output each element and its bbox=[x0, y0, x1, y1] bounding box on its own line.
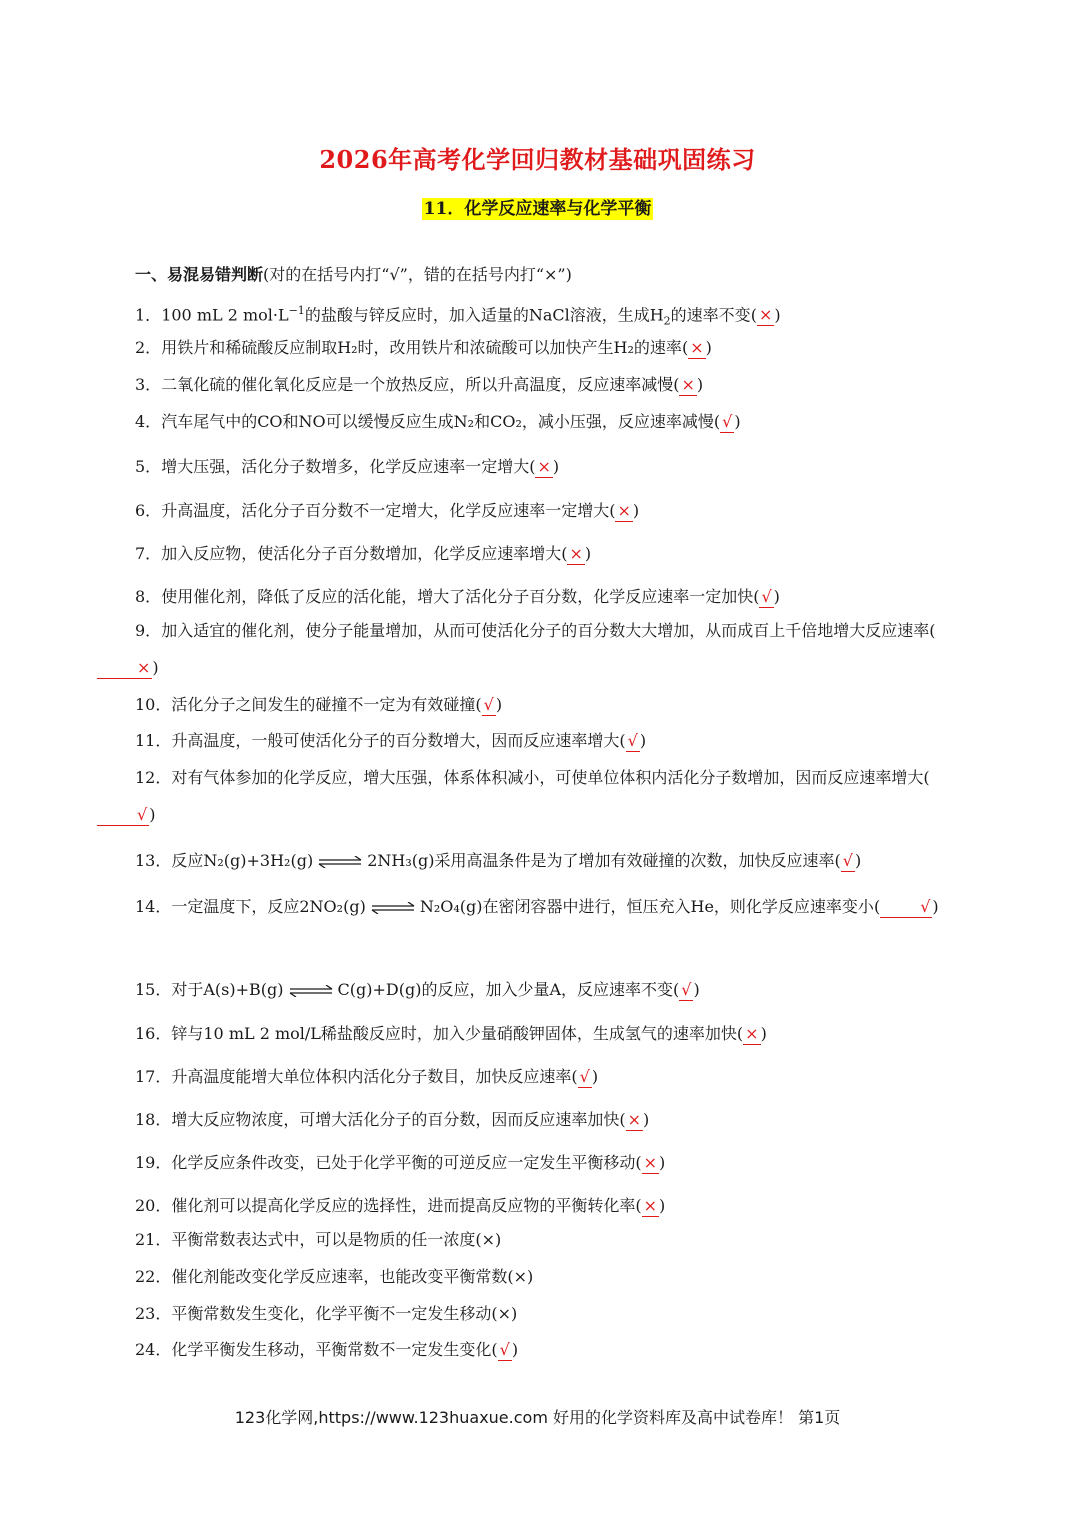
question-text: 升高温度，活化分子百分数不一定增大，化学反应速率一定增大 bbox=[161, 501, 610, 520]
question-number: 7． bbox=[135, 544, 162, 563]
question-number: 14． bbox=[135, 897, 172, 916]
section-subtitle: 11．化学反应速率与化学平衡 bbox=[423, 199, 652, 219]
question-9: 9．加入适宜的催化剂，使分子能量增加，从而可使活化分子的百分数大大增加，从而成百上千倍地增大反应速率(× ) bbox=[97, 612, 981, 686]
section-heading-line bbox=[135, 262, 572, 285]
question-number: 9． bbox=[135, 621, 162, 640]
question-1: 1．100 mL 2 $mol\cdot L^{-1}$的盐酸与锌反应时，加入适量的NaCl溶液，生成$H_2$的速率不变( × ) bbox=[135, 304, 781, 328]
question-text: 2NH₃(g)采用高温条件是为了增加有效碰撞的次数，加快反应速率 bbox=[367, 851, 835, 870]
answer-mark: √ bbox=[722, 412, 733, 431]
question-12: 12．对有气体参加的化学反应，增大压强，体系体积减小，可使单位体积内活化分子数增加，因而反应速率增大(√ ) bbox=[97, 759, 981, 833]
page-title: 2026年高考化学回归教材基础巩固练习 bbox=[319, 145, 756, 174]
answer-mark: √ bbox=[842, 851, 853, 870]
question-text: 一定温度下，反应2NO₂(g) bbox=[171, 897, 366, 916]
answer-mark: √ bbox=[97, 805, 149, 826]
answer-mark: √ bbox=[627, 731, 638, 750]
question-text: 汽车尾气中的CO和NO可以缓慢反应生成N₂和CO₂，减小压强，反应速率减慢 bbox=[161, 412, 714, 431]
question-number: 15． bbox=[135, 980, 172, 999]
question-text: 升高温度，一般可使活化分子的百分数增大，因而反应速率增大 bbox=[171, 731, 620, 750]
answer-mark: √ bbox=[499, 1340, 510, 1359]
question-number: 18． bbox=[135, 1110, 172, 1129]
question-text: 二氧化硫的催化氧化反应是一个放热反应，所以升高温度，反应速率减慢 bbox=[161, 375, 674, 394]
question-text: 活化分子之间发生的碰撞不一定为有效碰撞 bbox=[171, 695, 476, 714]
question-text: 使用催化剂，降低了反应的活化能，增大了活化分子百分数，化学反应速率一定加快 bbox=[161, 587, 754, 606]
answer-mark: √ bbox=[880, 897, 932, 918]
page-footer: 123化学网,https://www.123huaxue.com 好用的化学资料库及高中试卷库！ 第1页 bbox=[234, 1408, 841, 1427]
answer-mark: × bbox=[537, 457, 551, 476]
question-text: 平衡常数表达式中，可以是物质的任一浓度 bbox=[171, 1230, 476, 1249]
question-number: 21． bbox=[135, 1230, 172, 1249]
question-text: 升高温度能增大单位体积内活化分子数目，加快反应速率 bbox=[171, 1067, 572, 1086]
answer-mark: × bbox=[617, 501, 631, 520]
question-23: 23．平衡常数发生变化，化学平衡不一定发生移动(×) bbox=[135, 1304, 518, 1323]
question-4: 4．汽车尾气中的CO和NO可以缓慢反应生成N₂和CO₂，减小压强，反应速率减慢( √ ) bbox=[135, 412, 741, 431]
question-text: 增大压强，活化分子数增多，化学反应速率一定增大 bbox=[161, 457, 530, 476]
question-text: 加入适宜的催化剂，使分子能量增加，从而可使活化分子的百分数大大增加，从而成百上千倍地增大反应速率 bbox=[161, 621, 930, 640]
question-text: 加入反应物，使活化分子百分数增加，化学反应速率增大 bbox=[161, 544, 562, 563]
question-number: 16． bbox=[135, 1024, 172, 1043]
question-number: 8． bbox=[135, 587, 162, 606]
question-text: 对于A(s)+B(g) bbox=[171, 980, 284, 999]
question-text: 锌与10 mL 2 mol/L稀盐酸反应时，加入少量硝酸钾固体，生成氢气的速率加快 bbox=[171, 1024, 737, 1043]
answer-mark: × bbox=[569, 544, 583, 563]
question-19: 19．化学反应条件改变，已处于化学平衡的可逆反应一定发生平衡移动( × ) bbox=[135, 1153, 666, 1172]
answer-mark: √ bbox=[483, 695, 494, 714]
question-13: 13．反应N₂(g)+3H₂(g) 2NH₃(g)采用高温条件是为了增加有效碰撞的次数，加快反应速率( √ ) bbox=[135, 851, 862, 870]
equilibrium-arrow-icon bbox=[288, 985, 334, 997]
answer-mark: × bbox=[627, 1110, 642, 1129]
question-22: 22．催化剂能改变化学反应速率，也能改变平衡常数(×) bbox=[135, 1267, 534, 1286]
question-15: 15．对于A(s)+B(g) C(g)+D(g)的反应，加入少量A，反应速率不变( √ ) bbox=[135, 980, 700, 999]
question-text: 平衡常数发生变化，化学平衡不一定发生移动 bbox=[171, 1304, 492, 1323]
question-number: 4． bbox=[135, 412, 162, 431]
equilibrium-arrow-icon bbox=[370, 902, 416, 914]
question-2: 2．用铁片和稀硫酸反应制取H₂时，改用铁片和浓硫酸可以加快产生H₂的速率( × ) bbox=[135, 338, 712, 357]
question-number: 24． bbox=[135, 1340, 172, 1359]
question-text: 100 mL 2 mol·L bbox=[161, 305, 289, 325]
question-17: 17．升高温度能增大单位体积内活化分子数目，加快反应速率( √ ) bbox=[135, 1067, 599, 1086]
question-text: 的速率不变 bbox=[670, 305, 751, 325]
question-text: N₂O₄(g)在密闭容器中进行，恒压充入He，则化学反应速率变小 bbox=[419, 897, 874, 916]
section-instruction: (对的在括号内打“√”，错的在括号内打“×”) bbox=[263, 265, 572, 284]
question-5: 5．增大压强，活化分子数增多，化学反应速率一定增大( × ) bbox=[135, 457, 560, 476]
subtitle-wrap bbox=[0, 194, 1075, 219]
question-number: 19． bbox=[135, 1153, 172, 1172]
question-10: 10．活化分子之间发生的碰撞不一定为有效碰撞( √ ) bbox=[135, 695, 503, 714]
equilibrium-arrow-icon bbox=[317, 856, 363, 868]
question-text: 催化剂可以提高化学反应的选择性，进而提高反应物的平衡转化率 bbox=[171, 1196, 636, 1215]
question-text: C(g)+D(g)的反应，加入少量A，反应速率不变 bbox=[337, 980, 674, 999]
answer-mark: × bbox=[758, 305, 773, 325]
answer-mark: √ bbox=[761, 587, 772, 606]
question-24: 24．化学平衡发生移动，平衡常数不一定发生变化( √ ) bbox=[135, 1340, 519, 1359]
superscript: −1 bbox=[288, 304, 305, 317]
question-number: 12． bbox=[135, 768, 172, 787]
answer-mark: × bbox=[745, 1024, 759, 1043]
answer-mark: × bbox=[643, 1196, 658, 1215]
question-number: 11． bbox=[135, 731, 172, 750]
question-number: 13． bbox=[135, 851, 172, 870]
question-11: 11．升高温度，一般可使活化分子的百分数增大，因而反应速率增大( √ ) bbox=[135, 731, 647, 750]
question-21: 21．平衡常数表达式中，可以是物质的任一浓度(×) bbox=[135, 1230, 502, 1249]
question-text: 化学平衡发生移动，平衡常数不一定发生变化 bbox=[171, 1340, 492, 1359]
question-3: 3．二氧化硫的催化氧化反应是一个放热反应，所以升高温度，反应速率减慢( × ) bbox=[135, 375, 704, 394]
question-text: 反应N₂(g)+3H₂(g) bbox=[171, 851, 314, 870]
question-number: 2． bbox=[135, 338, 162, 357]
question-number: 3． bbox=[135, 375, 162, 394]
section-heading: 一、易混易错判断 bbox=[135, 265, 264, 284]
answer-mark: × bbox=[643, 1153, 658, 1172]
question-6: 6．升高温度，活化分子百分数不一定增大，化学反应速率一定增大( × ) bbox=[135, 501, 640, 520]
question-18: 18．增大反应物浓度，可增大活化分子的百分数，因而反应速率加快( × ) bbox=[135, 1110, 650, 1129]
question-text: 化学反应条件改变，已处于化学平衡的可逆反应一定发生平衡移动 bbox=[171, 1153, 636, 1172]
answer-mark: × bbox=[681, 375, 695, 394]
question-7: 7．加入反应物，使活化分子百分数增加，化学反应速率增大( × ) bbox=[135, 544, 592, 563]
answer-mark: × bbox=[97, 658, 152, 679]
question-text: 催化剂能改变化学反应速率，也能改变平衡常数 bbox=[171, 1267, 508, 1286]
question-14: 14．一定温度下，反应2NO₂(g) N₂O₄(g)在密闭容器中进行，恒压充入He，则化学反应速率变小( √ ) bbox=[135, 897, 939, 916]
answer-mark: × bbox=[497, 1304, 512, 1323]
subscript: 2 bbox=[663, 314, 671, 328]
question-8: 8．使用催化剂，降低了反应的活化能，增大了活化分子百分数，化学反应速率一定加快( √ ) bbox=[135, 587, 780, 606]
question-text: 用铁片和稀硫酸反应制取H₂时，改用铁片和浓硫酸可以加快产生H₂的速率 bbox=[161, 338, 682, 357]
question-20: 20．催化剂可以提高化学反应的选择性，进而提高反应物的平衡转化率( × ) bbox=[135, 1196, 666, 1215]
question-number: 10． bbox=[135, 695, 172, 714]
question-16: 16．锌与10 mL 2 mol/L稀盐酸反应时，加入少量硝酸钾固体，生成氢气的速率加快( × ) bbox=[135, 1024, 767, 1043]
answer-mark: × bbox=[690, 338, 704, 357]
answer-mark: √ bbox=[579, 1067, 590, 1086]
question-text: 增大反应物浓度，可增大活化分子的百分数，因而反应速率加快 bbox=[171, 1110, 620, 1129]
question-number: 5． bbox=[135, 457, 162, 476]
question-number: 20． bbox=[135, 1196, 172, 1215]
question-number: 22． bbox=[135, 1267, 172, 1286]
question-number: 17． bbox=[135, 1067, 172, 1086]
question-number: 1． bbox=[135, 305, 162, 325]
question-text: 对有气体参加的化学反应，增大压强，体系体积减小，可使单位体积内活化分子数增加，因而反应速率增大 bbox=[171, 768, 924, 787]
question-text: 的盐酸与锌反应时，加入适量的NaCl溶液，生成H bbox=[304, 305, 664, 325]
answer-mark: × bbox=[513, 1267, 528, 1286]
answer-mark: √ bbox=[681, 980, 692, 999]
question-number: 6． bbox=[135, 501, 162, 520]
question-number: 23． bbox=[135, 1304, 172, 1323]
answer-mark: × bbox=[481, 1230, 496, 1249]
